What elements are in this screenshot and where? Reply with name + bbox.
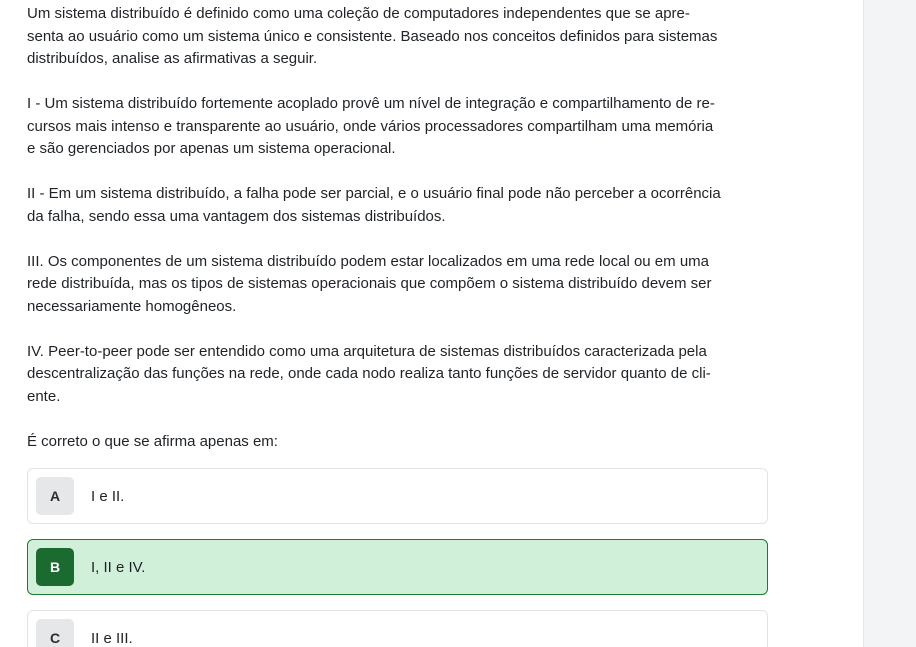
- intro-line: Um sistema distribuído é definido como uma coleção de computadores independentes que se apre-: [27, 5, 690, 22]
- question-prompt: É correto o que se afirma apenas em:: [27, 432, 278, 450]
- statement-line: necessariamente homogêneos.: [27, 297, 237, 315]
- option-b[interactable]: [27, 539, 768, 595]
- statement-line: II - Em um sistema distribuído, a falha pode ser parcial, e o usuário final pode não perceber a ocorrência: [27, 185, 721, 202]
- statement-line: III. Os componentes de um sistema distribuído podem estar localizados em uma rede local ou em uma: [27, 252, 709, 270]
- question-intro: [27, 3, 772, 71]
- statement-line: IV. Peer-to-peer pode ser entendido como uma arquitetura de sistemas distribuídos caracterizada pela: [27, 342, 707, 360]
- statement-3: [27, 251, 772, 319]
- statement-4: [27, 341, 772, 409]
- side-panel: [863, 0, 916, 647]
- option-text: II e III.: [91, 629, 133, 647]
- statement-1: [27, 93, 772, 161]
- option-letter: B: [36, 548, 74, 586]
- statement-line: I - Um sistema distribuído fortemente acoplado provê um nível de integração e compartilhamento de re-: [27, 95, 715, 112]
- intro-line: senta ao usuário como um sistema único e consistente. Baseado nos conceitos definidos para sistemas: [27, 27, 718, 45]
- statement-line: cursos mais intenso e transparente ao usuário, onde vários processadores compartilham uma memória: [27, 117, 714, 135]
- option-c[interactable]: [27, 610, 768, 647]
- option-a[interactable]: [27, 468, 768, 524]
- intro-line: distribuídos, analise as afirmativas a seguir.: [27, 50, 318, 67]
- statement-line: e são gerenciados por apenas um sistema operacional.: [27, 140, 396, 157]
- statement-line: rede distribuída, mas os tipos de sistemas operacionais que compõem o sistema distribuído devem ser: [27, 275, 712, 292]
- statement-line: descentralização das funções na rede, onde cada nodo realiza tanto funções de servidor quanto de cli-: [27, 365, 711, 382]
- statement-line: ente.: [27, 387, 61, 405]
- option-text: I, II e IV.: [91, 558, 146, 576]
- option-text: I e II.: [91, 487, 125, 505]
- statement-line: da falha, sendo essa uma vantagem dos sistemas distribuídos.: [27, 207, 446, 225]
- option-letter: A: [36, 477, 74, 515]
- option-letter: C: [36, 619, 74, 647]
- question-content: [27, 3, 772, 469]
- statement-2: [27, 183, 772, 228]
